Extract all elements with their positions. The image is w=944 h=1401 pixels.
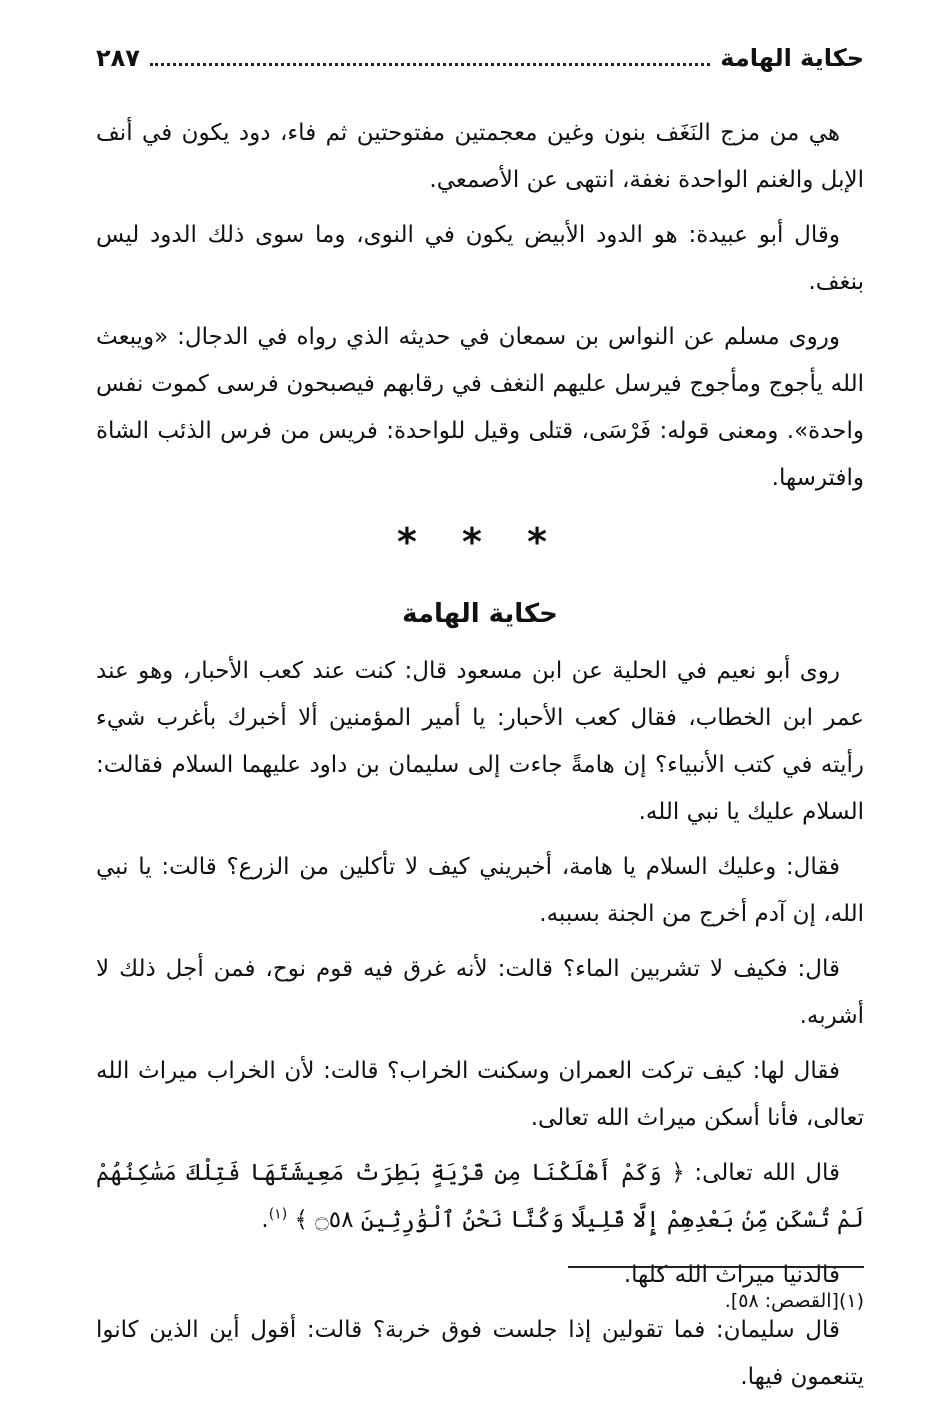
- body-text: [96, 110, 864, 1401]
- footnote: (١)[القصص: ٥٨].: [724, 1290, 864, 1312]
- paragraph: فقال لها: كيف تركت العمران وسكنت الخراب؟ قالت: لأن الخراب ميراث الله تعالى، فأنا أسكن ميراث الله تعالى.: [96, 1058, 864, 1131]
- quran-end: .: [261, 1207, 269, 1233]
- section-separator: * * *: [396, 520, 564, 564]
- running-header: [96, 44, 864, 86]
- paragraph: فالدنيا ميراث الله كلها.: [623, 1262, 840, 1288]
- paragraph: فقال: وعليك السلام يا هامة، أخبريني كيف لا تأكلين من الزرع؟ قالت: يا نبي الله، إن آدم أخرج من الجنة بسببه.: [96, 854, 864, 927]
- paragraph: وروى مسلم عن النواس بن سمعان في حديثه الذي رواه في الدجال: «ويبعث الله يأجوج ومأجوج فيرسل عليهم النغف في رقابهم فيصبحون فرسى كموت نفس واحدة». ومعنى قوله: فَرْسَى، قتلى وقيل للواحدة: فريس من فرس الذئب الشاة وافترسها.: [96, 324, 864, 491]
- paragraph: قال: فكيف لا تشربين الماء؟ قالت: لأنه غرق فيه قوم نوح، فمن أجل ذلك لا أشربه.: [96, 956, 864, 1029]
- paragraph: وقال أبو عبيدة: هو الدود الأبيض يكون في النوى، وما سوى ذلك الدود ليس بنغف.: [96, 222, 864, 295]
- paragraph: قال سليمان: فما تقولين إذا جلست فوق خربة؟ قالت: أقول أين الذين كانوا يتنعمون فيها.: [96, 1317, 864, 1390]
- paragraph: روى أبو نعيم في الحلية عن ابن مسعود قال: كنت عند كعب الأحبار، وهو عند عمر ابن الخطاب، فقال كعب الأحبار: يا أمير المؤمنين ألا أخبرك بأغرب شيء رأيته في كتب الأنبياء؟ إن هامةً جاءت إلى سليمان بن داود عليهما السلام فقالت: السلام عليك يا نبي الله.: [96, 658, 864, 825]
- document-page: [96, 44, 864, 1390]
- quran-verse: ﴿ وَكَمْ أَهْلَكْنَا مِن قَرْيَةٍ بَطِرَتْ مَعِيشَتَهَا فَتِلْكَ مَسَٰكِنُهُمْ لَمْ تُسْكَن مِّنۢ بَعْدِهِمْ إِلَّا قَلِيلًا وَكُنَّا نَحْنُ ٱلْوَٰرِثِينَ ۝٥٨ ﴾: [96, 1160, 864, 1233]
- section-heading: حكاية الهامة: [402, 599, 558, 629]
- running-title: حكاية الهامة: [720, 44, 864, 72]
- quran-lead: قال الله تعالى:: [684, 1160, 840, 1186]
- dotted-leader: [150, 45, 710, 66]
- paragraph: هي من مزج النَغَف بنون وغين معجمتين مفتوحتين ثم فاء، دود يكون في أنف الإبل والغنم الواحدة نغفة، انتهى عن الأصمعي.: [96, 120, 864, 193]
- quran-paragraph: [96, 1150, 864, 1244]
- page-number: ٢٨٧: [96, 44, 140, 72]
- footnote-divider: [568, 1266, 864, 1268]
- footnote-reference: (١): [268, 1206, 288, 1223]
